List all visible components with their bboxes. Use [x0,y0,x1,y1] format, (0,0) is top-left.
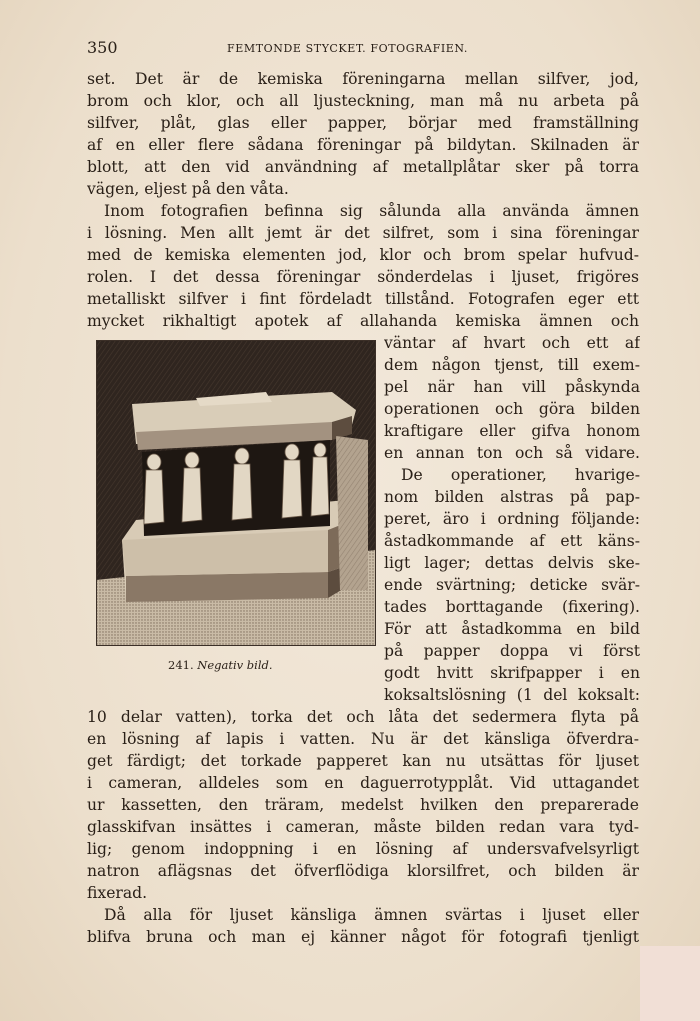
page-number: 350 [87,38,118,57]
text-line: set. Det är de kemiska föreningarna mellan silfver, jod, [87,70,639,88]
text-line: peret, äro i ordning följande: [384,510,640,528]
text-line: på papper doppa vi först [384,642,640,660]
page-header [87,38,642,60]
text-line: i cameran, alldeles som en daguerrotypplåt. Vid uttagandet [87,774,639,792]
text-line: ligt lager; dettas delvis ske- [384,554,640,572]
text-line: en annan ton och så vidare. [384,444,640,462]
text-line: metalliskt silfver i fint fördeladt tillstånd. Fotografen eger ett [87,290,639,308]
text-line: nom bilden alstras på pap- [384,488,640,506]
text-line: glasskifvan insättes i cameran, måste bilden redan vara tyd- [87,818,639,836]
figure-negative-image [96,340,376,646]
text-line: kraftigare eller gifva honom [384,422,640,440]
text-line: blifva bruna och man ej känner något för fotografi tjenligt [87,928,639,946]
text-line: i lösning. Men allt jemt är det silfret, som i sina föreningar [87,224,639,242]
text-line: lig; genom indoppning i en lösning af undersvafvelsyrligt [87,840,639,858]
text-line: fixerad. [87,884,148,902]
figure-caption [168,656,318,674]
text-line: med de kemiska elementen jod, klor och brom spelar hufvud- [87,246,639,264]
text-line: åstadkommande af ett käns- [384,532,640,550]
text-line: dem någon tjenst, till exem- [384,356,640,374]
text-line: Inom fotografien befinna sig sålunda alla använda ämnen [104,202,639,220]
text-line: För att åstadkomma en bild [384,620,640,638]
figure-number: 241. [168,658,194,672]
text-line: ur kassetten, den träram, medelst hvilken den preparerade [87,796,639,814]
text-line: ende svärtning; deticke svär- [384,576,640,594]
text-line: De operationer, hvarige- [401,466,640,484]
text-line: blott, att den vid användning af metallplåtar sker på torra [87,158,639,176]
text-line: mycket rikhaltigt apotek af allahanda kemiska ämnen och [87,312,639,330]
text-line: silfver, plåt, glas eller papper, börjar med framställning [87,114,639,132]
text-line: brom och klor, och all ljusteckning, man må nu arbeta på [87,92,639,110]
text-line: rolen. I det dessa föreningar sönderdelas i ljuset, frigöres [87,268,639,286]
text-line: en lösning af lapis i vatten. Nu är det känsliga öfverdra- [87,730,639,748]
page-corner [640,946,700,1021]
text-line: af en eller flere sådana föreningar på bildytan. Skilnaden är [87,136,639,154]
text-line: 10 delar vatten), torka det och låta det sedermera flyta på [87,708,639,726]
text-line: tades borttagande (fixering). [384,598,640,616]
text-line: natron aflägsnas det öfverflödiga klorsilfret, och bilden är [87,862,639,880]
temple-engraving [96,340,376,646]
figure-caption-text: Negativ bild. [197,658,273,672]
text-line: operationen och göra bilden [384,400,640,418]
running-title: FEMTONDE STYCKET. FOTOGRAFIEN. [227,42,469,55]
text-line: pel när han vill påskynda [384,378,640,396]
text-line: vägen, eljest på den våta. [87,180,289,198]
text-line: väntar af hvart och ett af [384,334,640,352]
text-line: get färdigt; det torkade papperet kan nu utsättas för ljuset [87,752,639,770]
text-line: Då alla för ljuset känsliga ämnen svärtas i ljuset eller [104,906,639,924]
text-line: godt hvitt skrifpapper i en [384,664,640,682]
text-line: koksaltslösning (1 del koksalt: [384,686,640,704]
